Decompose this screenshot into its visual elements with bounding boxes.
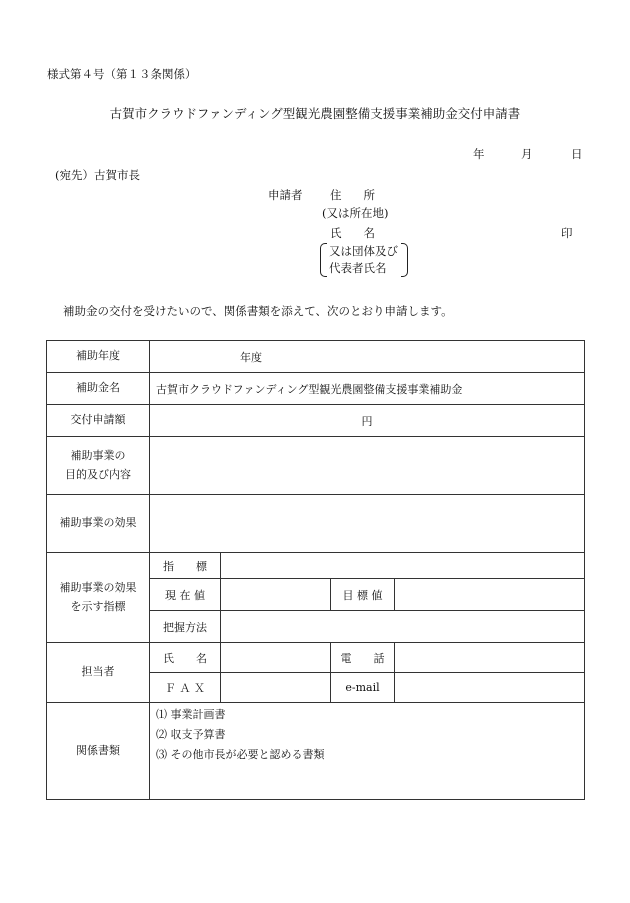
purpose-label bbox=[47, 437, 150, 495]
purpose-label-line1: 補助事業の bbox=[70, 448, 126, 462]
email-field[interactable] bbox=[395, 673, 585, 703]
target-value-field[interactable] bbox=[395, 579, 585, 611]
method-label: 把握方法 bbox=[150, 611, 221, 643]
table-row bbox=[47, 643, 585, 673]
method-field[interactable] bbox=[221, 611, 585, 643]
table-row bbox=[47, 553, 585, 579]
representative-note bbox=[320, 243, 408, 278]
list-item: ⑶ その他市長が必要と認める書類 bbox=[156, 748, 325, 761]
applicant-label: 申請者 bbox=[268, 188, 303, 202]
table-row bbox=[47, 437, 585, 495]
document-title: 古賀市クラウドファンディング型観光農園整備支援事業補助金交付申請書 bbox=[109, 106, 521, 121]
intro-text: 補助金の交付を受けたいので、関係書類を添えて、次のとおり申請します。 bbox=[63, 304, 453, 318]
table-row bbox=[47, 495, 585, 553]
email-label: e-mail bbox=[331, 673, 395, 703]
effect-label: 補助事業の効果 bbox=[47, 495, 150, 553]
fax-field[interactable] bbox=[221, 673, 331, 703]
table-row bbox=[47, 373, 585, 405]
indicator-label bbox=[47, 553, 150, 643]
subsidy-name-label: 補助金名 bbox=[47, 373, 150, 405]
contact-label: 担当者 bbox=[47, 643, 150, 703]
addressee: (宛先）古賀市長 bbox=[55, 168, 140, 182]
date-month-label: 月 bbox=[521, 147, 533, 161]
seal-mark: 印 bbox=[561, 226, 573, 240]
left-bracket bbox=[320, 243, 327, 277]
application-table bbox=[46, 340, 585, 800]
name-label: 氏名 bbox=[330, 226, 397, 240]
representative-note-line2: 代表者氏名 bbox=[329, 261, 387, 275]
subsidy-name-value: 古賀市クラウドファンディング型観光農園整備支援事業補助金 bbox=[150, 373, 585, 405]
contact-name-field[interactable] bbox=[221, 643, 331, 673]
indicator-label-line1: 補助事業の効果 bbox=[59, 580, 137, 594]
indicator-name-label: 指 標 bbox=[150, 553, 221, 579]
list-item: ⑵ 収支予算書 bbox=[156, 728, 226, 741]
indicator-name-field[interactable] bbox=[221, 553, 585, 579]
date-year-label: 年 bbox=[473, 147, 485, 161]
phone-label: 電 話 bbox=[331, 643, 395, 673]
year-label: 補助年度 bbox=[47, 341, 150, 373]
table-row bbox=[47, 703, 585, 800]
amount-label: 交付申請額 bbox=[47, 405, 150, 437]
target-value-label: 目 標 値 bbox=[331, 579, 395, 611]
table-row bbox=[47, 405, 585, 437]
phone-field[interactable] bbox=[395, 643, 585, 673]
effect-field[interactable] bbox=[150, 495, 585, 553]
current-value-label: 現 在 値 bbox=[150, 579, 221, 611]
purpose-label-line2: 目的及び内容 bbox=[65, 467, 131, 481]
docs-list bbox=[150, 703, 585, 800]
fax-label: Ｆ Ａ Ｘ bbox=[150, 673, 221, 703]
address-label: 住所 bbox=[330, 188, 397, 202]
purpose-field[interactable] bbox=[150, 437, 585, 495]
amount-field[interactable]: 円 bbox=[150, 405, 585, 437]
indicator-label-line2: を示す指標 bbox=[70, 599, 126, 613]
date-day-label: 日 bbox=[571, 147, 583, 161]
docs-label: 関係書類 bbox=[47, 703, 150, 800]
contact-name-label: 氏 名 bbox=[150, 643, 221, 673]
current-value-field[interactable] bbox=[221, 579, 331, 611]
year-field[interactable]: 年度 bbox=[150, 341, 585, 373]
address-note: (又は所在地) bbox=[322, 206, 389, 220]
list-item: ⑴ 事業計画書 bbox=[156, 708, 226, 721]
form-number: 様式第４号（第１３条関係） bbox=[47, 67, 197, 81]
table-row bbox=[47, 341, 585, 373]
representative-note-line1: 又は団体及び bbox=[329, 244, 398, 258]
right-bracket bbox=[401, 243, 408, 277]
